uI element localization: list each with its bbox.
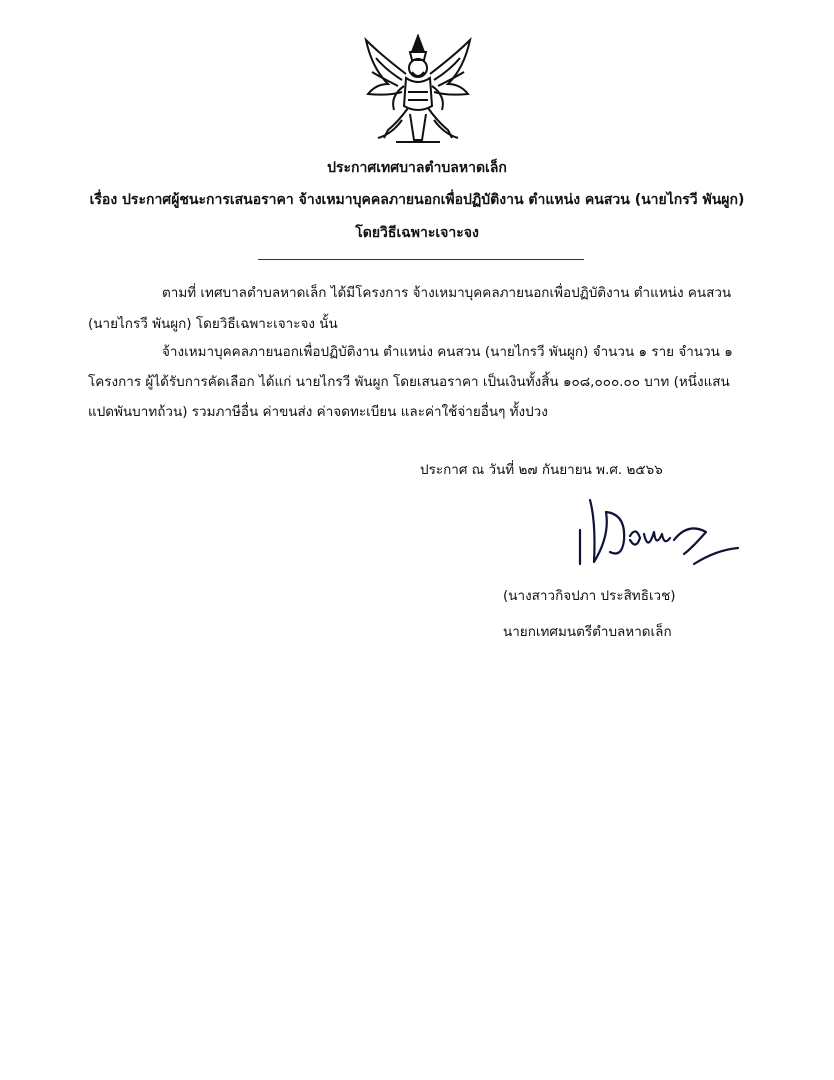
paragraph-2-line-3: แปดพันบาทถ้วน) รวมภาษีอื่น ค่าขนส่ง ค่าจดทะเบียน และค่าใช้จ่ายอื่นๆ ทั้งปวง: [88, 404, 548, 420]
divider: [258, 259, 584, 260]
procurement-method: โดยวิธีเฉพาะเจาะจง: [355, 225, 479, 241]
paragraph-2-line-1: จ้างเหมาบุคคลภายนอกเพื่อปฏิบัติงาน ตำแหน่ง คนสวน (นายไกรวี พันผูก) จำนวน ๑ ราย จำนวน ๑: [162, 344, 733, 360]
paragraph-1-line-1: ตามที่ เทศบาลตำบลหาดเล็ก ได้มีโครงการ จ้างเหมาบุคคลภายนอกเพื่อปฏิบัติงาน ตำแหน่ง คนสวน: [162, 285, 732, 301]
signer-name: (นางสาวกิจปภา ประสิทธิเวช): [503, 588, 676, 604]
announcement-date: ประกาศ ณ วันที่ ๒๗ กันยายน พ.ศ. ๒๕๖๖: [420, 462, 663, 478]
garuda-emblem-icon: [358, 34, 478, 146]
paragraph-1-line-2: (นายไกรวี พันผูก) โดยวิธีเฉพาะเจาะจง นั้น: [88, 316, 338, 332]
paragraph-2-line-2: โครงการ ผู้ได้รับการคัดเลือก ได้แก่ นายไกรวี พันผูก โดยเสนอราคา เป็นเงินทั้งสิ้น ๑๐๘,๐๐๐.๐๐ บาท (หนึ่งแสน: [88, 374, 730, 390]
announcement-title: ประกาศเทศบาลตำบลหาดเล็ก: [327, 160, 507, 176]
announcement-subject: เรื่อง ประกาศผู้ชนะการเสนอราคา จ้างเหมาบุคคลภายนอกเพื่อปฏิบัติงาน ตำแหน่ง คนสวน (นายไกรวี พันผูก): [89, 192, 745, 208]
signature-icon: [566, 492, 744, 578]
signer-position: นายกเทศมนตรีตำบลหาดเล็ก: [503, 624, 672, 640]
